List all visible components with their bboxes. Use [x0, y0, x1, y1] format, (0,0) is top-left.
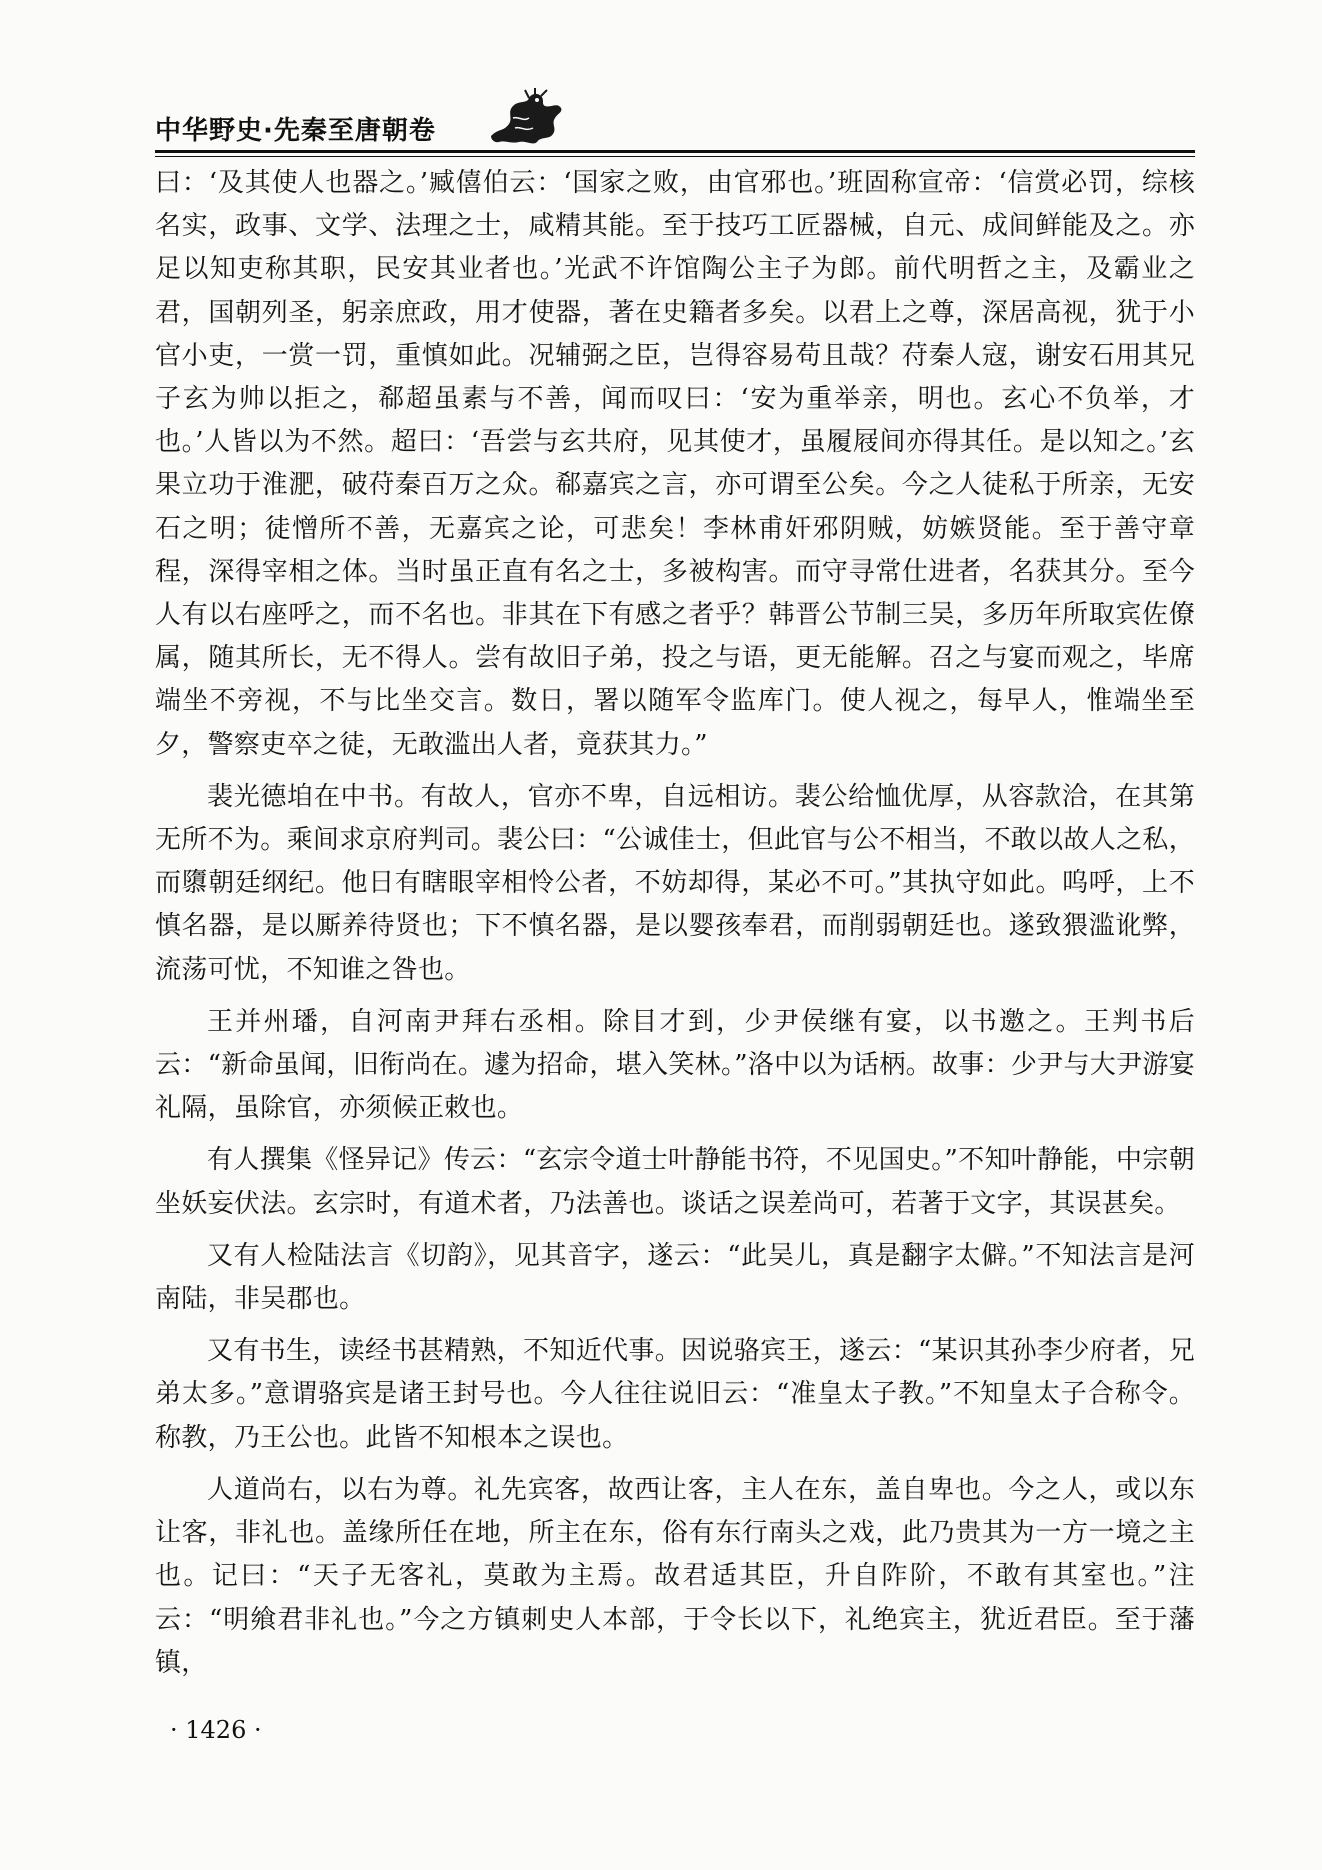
body-text	[155, 162, 1195, 1685]
running-header	[155, 88, 1195, 168]
header-rule-thin	[155, 156, 1195, 157]
header-rule	[155, 150, 1195, 153]
dragon-icon	[485, 88, 567, 146]
paragraph: 又有人检陆法言《切韵》，见其音字，遂云：“此吴儿，真是翻字太僻。”不知法言是河南陆，非吴郡也。	[155, 1240, 1195, 1315]
paragraph: 人道尚右，以右为尊。礼先宾客，故西让客，主人在东，盖自卑也。今之人，或以东让客，非礼也。盖缘所任在地，所主在东，俗有东行南头之戏，此乃贵其为一方一境之主也。记曰：“天子无客礼，莫敢为主焉。故君适其臣，升自阼阶，不敢有其室也。”注云：“明飨君非礼也。”今之方镇刺史人本部，于令长以下，礼绝宾主，犹近君臣。至于藩镇，	[155, 1474, 1195, 1678]
paragraph: 曰：‘及其使人也器之。’臧僖伯云：‘国家之败，由官邪也。’班固称宣帝：‘信赏必罚，综核名实，政事、文学、法理之士，咸精其能。至于技巧工匠器械，自元、成间鲜能及之。亦足以知吏称其职，民安其业者也。’光武不许馆陶公主子为郎。前代明哲之主，及霸业之君，国朝列圣，躬亲庶政，用才使器，著在史籍者多矣。以君上之尊，深居高视，犹于小官小吏，一赏一罚，重慎如此。况辅弼之臣，岂得容易苟且哉？苻秦人寇，谢安石用其兄子玄为帅以拒之，郗超虽素与不善，闻而叹曰：‘安为重举亲，明也。玄心不负举，才也。’人皆以为不然。超曰：‘吾尝与玄共府，见其使才，虽履屐间亦得其任。是以知之。’玄果立功于淮淝，破苻秦百万之众。郗嘉宾之言，亦可谓至公矣。今之人徒私于所亲，无安石之明；徒憎所不善，无嘉宾之论，可悲矣！李林甫奸邪阴贼，妨嫉贤能。至于善守章程，深得宰相之体。当时虽正直有名之士，多被构害。而守寻常仕进者，名获其分。至今人有以右座呼之，而不名也。非其在下有感之者乎？韩晋公节制三吴，多历年所取宾佐僚属，随其所长，无不得人。尝有故旧子弟，投之与语，更无能解。召之与宴而观之，毕席端坐不旁视，不与比坐交言。数日，署以随军令监库门。使人视之，每早人，惟端坐至夕，警察吏卒之徒，无敢滥出人者，竟获其力。”	[155, 168, 1195, 760]
page-number: · 1426 ·	[170, 1716, 262, 1744]
paragraph: 有人撰集《怪异记》传云：“玄宗令道士叶静能书符，不见国史。”不知叶静能，中宗朝坐妖妄伏法。玄宗时，有道术者，乃法善也。谈话之误差尚可，若著于文字，其误甚矣。	[155, 1145, 1195, 1219]
paragraph: 裴光德垍在中书。有故人，官亦不卑，自远相访。裴公给恤优厚，从容款洽，在其第无所不为。乘间求京府判司。裴公曰：“公诚佳士，但此官与公不相当，不敢以故人之私，而隳朝廷纲纪。他日有瞎眼宰相怜公者，不妨却得，某必不可。”其执守如此。呜呼，上不慎名器，是以厮养待贤也；下不慎名器，是以婴孩奉君，而削弱朝廷也。遂致猥滥讹弊，流荡可忧，不知谁之咎也。	[155, 781, 1195, 985]
book-title: 中华野史·先秦至唐朝卷	[155, 116, 436, 146]
paragraph: 王并州璠，自河南尹拜右丞相。除目才到，少尹侯继有宴，以书邀之。王判书后云：“新命虽闻，旧衔尚在。遽为招命，堪入笑林。”洛中以为话柄。故事：少尹与大尹游宴礼隔，虽除官，亦须候正敕也。	[155, 1006, 1195, 1124]
paragraph: 又有书生，读经书甚精熟，不知近代事。因说骆宾王，遂云：“某识其孙李少府者，兄弟太多。”意谓骆宾是诸王封号也。今人往往说旧云：“准皇太子教。”不知皇太子合称令。称教，乃王公也。此皆不知根本之误也。	[155, 1336, 1195, 1453]
